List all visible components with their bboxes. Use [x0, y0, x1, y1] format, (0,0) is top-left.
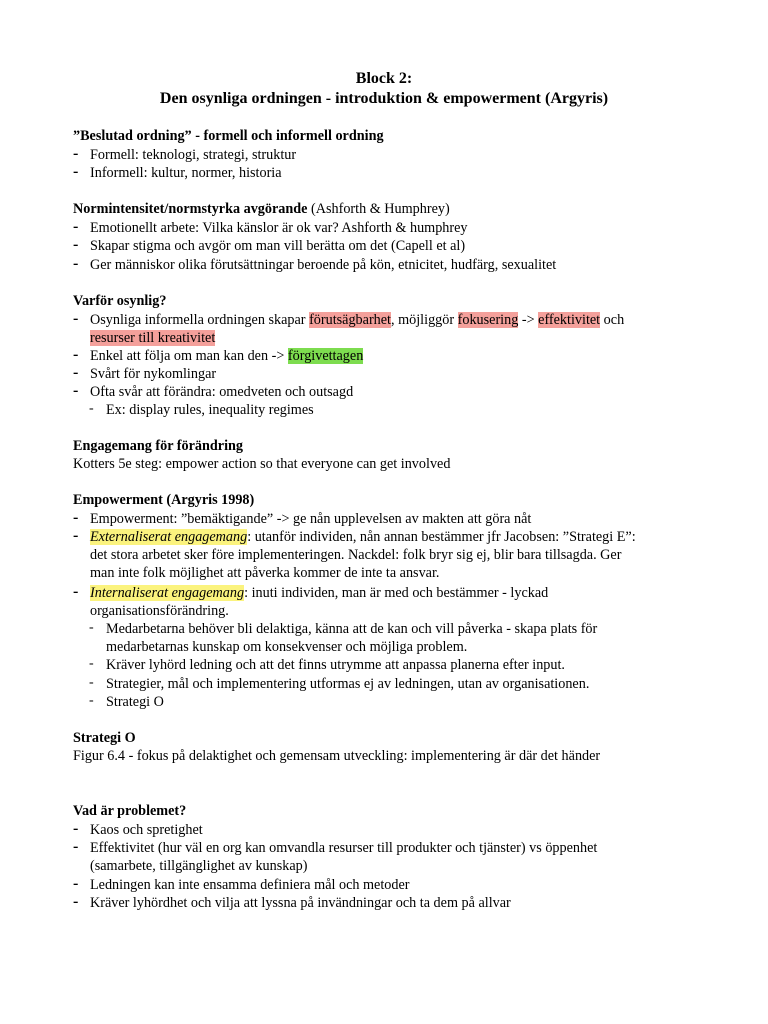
text-run: , möjliggör — [391, 312, 458, 328]
heading-rest: (Ashforth & Humphrey) — [307, 201, 450, 217]
sub-list-item: Strategier, mål och implementering utformas ej av ledningen, utan av organisationen. — [106, 676, 590, 692]
list-item: Ger människor olika förutsättningar beroende på kön, etnicitet, hudfärg, sexualitet — [90, 257, 557, 273]
list-item-continuation: det stora arbetet sker före implementeringen. Nackdel: folk bryr sig ej, blir bara tillsagda. Ger — [90, 547, 622, 563]
highlight-green: förgivettagen — [287, 348, 364, 364]
highlight-red: effektivitet — [538, 312, 601, 328]
title-line-1: Block 2: — [355, 70, 413, 87]
list-item: Skapar stigma och avgör om man vill berätta om det (Capell et al) — [90, 238, 466, 254]
list-item — [90, 347, 363, 365]
heading-bold-part: Normintensitet/normstyrka avgörande — [73, 201, 308, 217]
list-item: Formell: teknologi, strategi, struktur — [90, 147, 297, 163]
sub-list-item-continuation: medarbetarnas kunskap om konsekvenser och möjliga problem. — [106, 639, 468, 655]
bullet-dash: - — [73, 163, 79, 180]
highlight-red: fokusering — [457, 312, 519, 328]
highlight-red: förutsägbarhet — [309, 312, 392, 328]
sub-bullet-dash: - — [89, 656, 94, 671]
bullet-dash: - — [73, 527, 79, 544]
sub-list-item: Kräver lyhörd ledning och att det finns utrymme att anpassa planerna efter input. — [106, 657, 565, 673]
bullet-dash: - — [73, 364, 79, 381]
sub-list-item: Strategi O — [106, 694, 164, 710]
section-heading-varfor: Varför osynlig? — [73, 293, 167, 309]
bullet-dash: - — [73, 838, 79, 855]
section-heading-normintensitet — [73, 200, 450, 218]
list-item: Empowerment: ”bemäktigande” -> ge nån upplevelsen av makten att göra nåt — [90, 511, 532, 527]
list-item: Kräver lyhördhet och vilja att lyssna på invändningar och ta dem på allvar — [90, 895, 511, 911]
text-run: : utanför individen, nån annan bestämmer jfr Jacobsen: ”Strategi E”: — [247, 529, 636, 545]
bullet-dash: - — [73, 893, 79, 910]
list-item: Ofta svår att förändra: omedveten och outsagd — [90, 384, 354, 400]
bullet-dash: - — [73, 255, 79, 272]
highlight-red: resurser till kreativitet — [90, 330, 216, 346]
text-run: -> — [518, 312, 539, 328]
sub-list-item: Medarbetarna behöver bli delaktiga, känna att de kan och vill påverka - skapa plats för — [106, 621, 598, 637]
paragraph: Kotters 5e steg: empower action so that everyone can get involved — [73, 456, 451, 472]
highlight-yellow: Externaliserat engagemang — [90, 529, 248, 545]
bullet-dash: - — [73, 820, 79, 837]
sub-bullet-dash: - — [89, 401, 94, 416]
list-item — [90, 584, 548, 602]
section-heading-empowerment: Empowerment (Argyris 1998) — [73, 492, 255, 508]
text-run: och — [600, 312, 625, 328]
bullet-dash: - — [73, 236, 79, 253]
text-run: Enkel att följa om man kan den -> — [90, 348, 288, 364]
paragraph: Figur 6.4 - fokus på delaktighet och gemensam utveckling: implementering är där det händer — [73, 748, 601, 764]
sub-bullet-dash: - — [89, 620, 94, 635]
text-run: Osynliga informella ordningen skapar — [90, 312, 310, 328]
list-item: Informell: kultur, normer, historia — [90, 165, 282, 181]
bullet-dash: - — [73, 218, 79, 235]
bullet-dash: - — [73, 382, 79, 399]
bullet-dash: - — [73, 346, 79, 363]
list-item: Emotionellt arbete: Vilka känslor är ok var? Ashforth & humphrey — [90, 220, 468, 236]
bullet-dash: - — [73, 583, 79, 600]
list-item — [90, 528, 636, 546]
list-item — [90, 311, 624, 329]
list-item: Svårt för nykomlingar — [90, 366, 217, 382]
bullet-dash: - — [73, 310, 79, 327]
list-item-continuation: (samarbete, tillgänglighet av kunskap) — [90, 858, 308, 874]
text-run: : inuti individen, man är med och bestämmer - lyckad — [244, 585, 549, 601]
list-item: Effektivitet (hur väl en org kan omvandla resurser till produkter och tjänster) vs öppenhet — [90, 840, 598, 856]
section-heading-strategi-o: Strategi O — [73, 730, 136, 746]
list-item-continuation — [90, 329, 215, 347]
bullet-dash: - — [73, 509, 79, 526]
title-line-2: Den osynliga ordningen - introduktion & empowerment (Argyris) — [159, 90, 609, 107]
section-heading-beslutad: ”Beslutad ordning” - formell och informell ordning — [73, 128, 384, 144]
highlight-yellow: Internaliserat engagemang — [90, 585, 245, 601]
list-item-continuation: organisationsförändring. — [90, 603, 229, 619]
sub-bullet-dash: - — [89, 675, 94, 690]
section-heading-engagemang: Engagemang för förändring — [73, 438, 243, 454]
bullet-dash: - — [73, 145, 79, 162]
sub-bullet-dash: - — [89, 693, 94, 708]
sub-list-item: Ex: display rules, inequality regimes — [106, 402, 314, 418]
list-item-continuation: man inte folk möjlighet att påverka kommer de inte ta ansvar. — [90, 565, 440, 581]
section-heading-problemet: Vad är problemet? — [73, 803, 187, 819]
list-item: Ledningen kan inte ensamma definiera mål och metoder — [90, 877, 410, 893]
list-item: Kaos och spretighet — [90, 822, 203, 838]
bullet-dash: - — [73, 875, 79, 892]
